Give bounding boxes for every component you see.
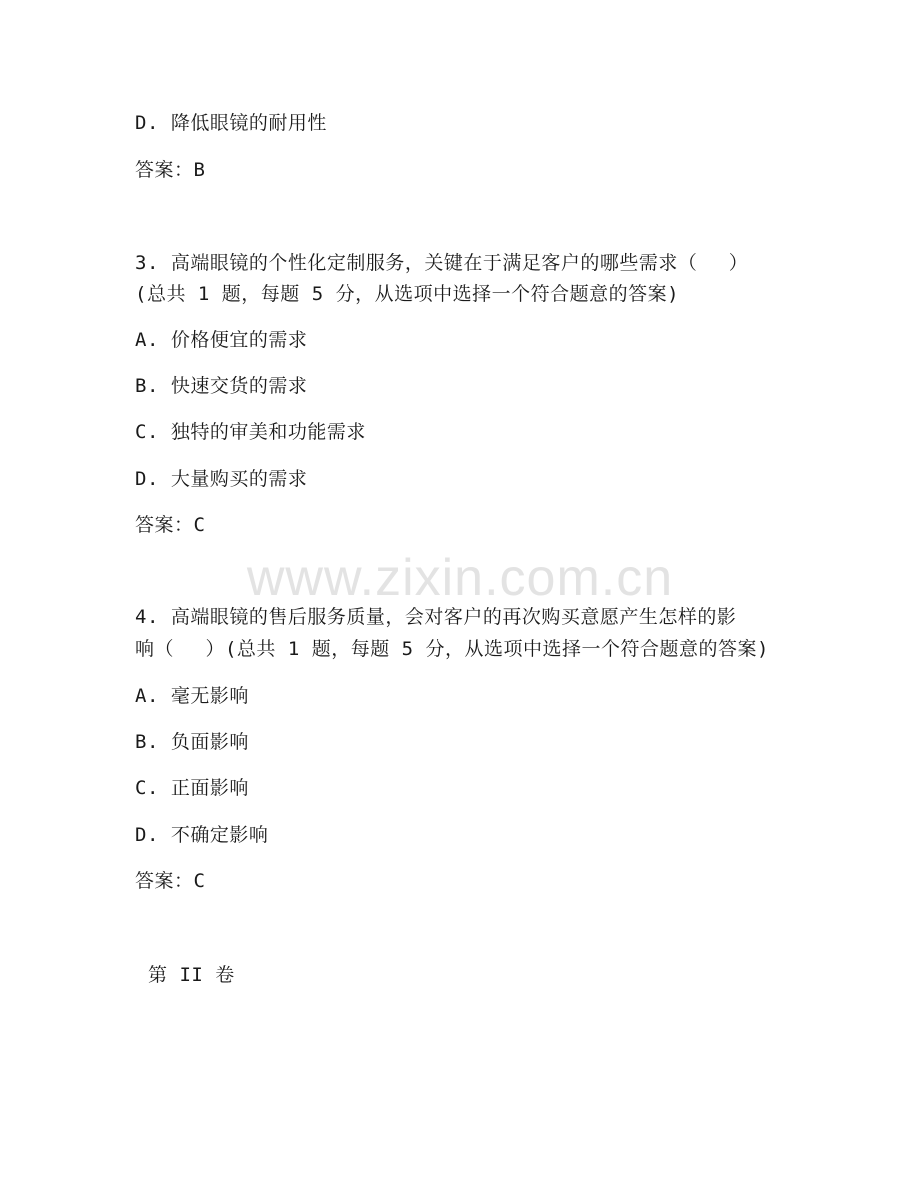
q3-option-a: A. 价格便宜的需求 (135, 329, 308, 351)
volume-title: 第 II 卷 (148, 964, 235, 986)
q3-answer: 答案：C (135, 514, 206, 536)
q4-option-c: C. 正面影响 (135, 777, 249, 799)
q3-stem-line2: (总共 1 题，每题 5 分，从选项中选择一个符合题意的答案) (135, 283, 680, 305)
q4-option-d: D. 不确定影响 (135, 824, 269, 846)
q4-option-a: A. 毫无影响 (135, 685, 249, 707)
q2-answer: 答案：B (135, 159, 206, 181)
q2-option-d: D. 降低眼镜的耐用性 (135, 112, 327, 134)
watermark: www.zixin.com.cn (246, 549, 674, 607)
q3-stem-line1: 3. 高端眼镜的个性化定制服务，关键在于满足客户的哪些需求（ ） (135, 252, 749, 274)
q4-stem-line1: 4. 高端眼镜的售后服务质量，会对客户的再次购买意愿产生怎样的影 (135, 606, 737, 628)
q3-option-c: C. 独特的审美和功能需求 (135, 421, 366, 443)
q4-answer: 答案：C (135, 870, 206, 892)
q3-option-d: D. 大量购买的需求 (135, 468, 308, 490)
q4-option-b: B. 负面影响 (135, 731, 249, 753)
q4-stem-line2: 响（ ）(总共 1 题，每题 5 分，从选项中选择一个符合题意的答案) (135, 638, 769, 660)
q3-option-b: B. 快速交货的需求 (135, 375, 308, 397)
